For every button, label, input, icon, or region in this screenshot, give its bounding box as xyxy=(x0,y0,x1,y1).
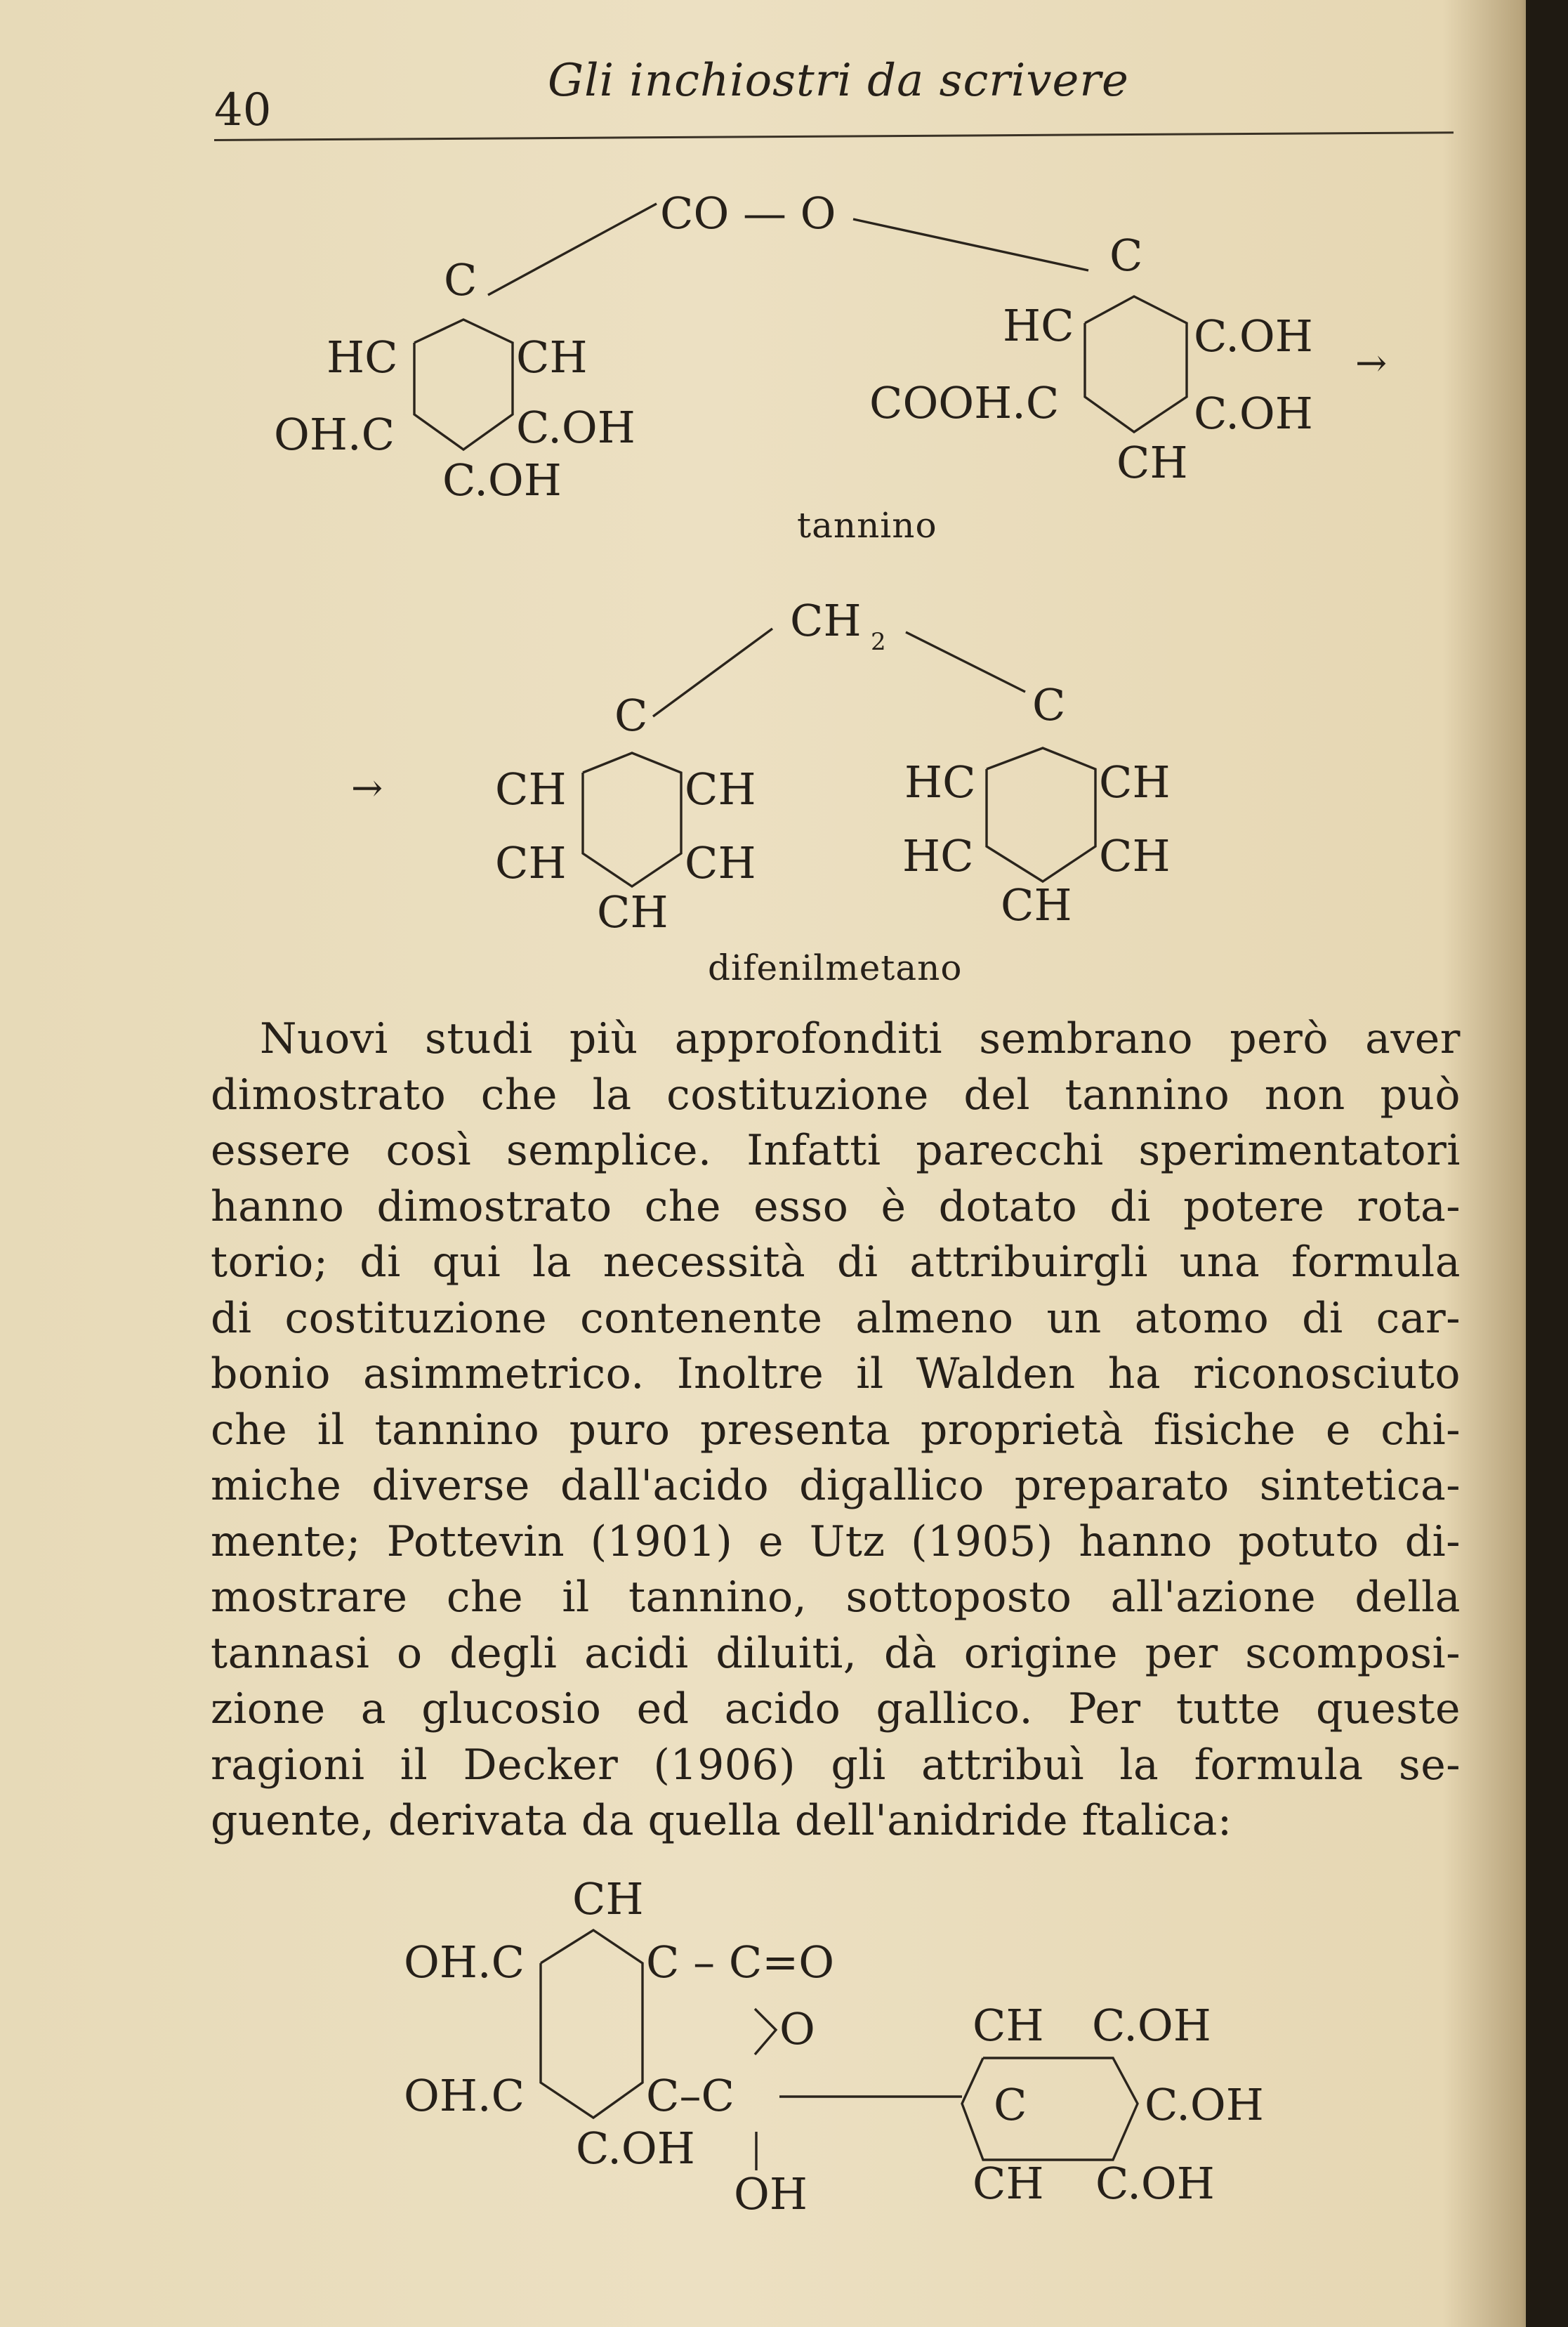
ring-atom: HC xyxy=(902,830,974,881)
ring-atom: CH xyxy=(495,763,567,815)
page-edge-shadow xyxy=(1526,0,1568,2327)
ring-atom: CH xyxy=(1099,756,1171,808)
bridge-label: CH xyxy=(790,595,862,646)
text-line: zione a glucosio ed acido gallico. Per tutte queste xyxy=(211,1684,1461,1733)
ring-atom: C xyxy=(1109,230,1143,281)
text-line: mente; Pottevin (1901) e Utz (1905) hanno potuto di- xyxy=(211,1516,1461,1566)
ring-atom: HC xyxy=(904,756,976,808)
ring-atom: C.OH xyxy=(1194,310,1313,362)
ring-atom: C xyxy=(994,2079,1027,2130)
ring-atom: C.OH xyxy=(442,454,562,506)
text-line: che il tannino puro presenta proprietà fisiche e chi- xyxy=(211,1405,1461,1455)
text-line: di costituzione contenente almeno un atomo di car- xyxy=(211,1293,1461,1343)
text-line: torio; di qui la necessità di attribuirgli una formula xyxy=(211,1238,1461,1287)
running-title: Gli inchiostri da scrivere xyxy=(548,55,1129,107)
text-line: Nuovi studi più approfonditi sembrano però aver xyxy=(260,1014,1461,1063)
ring-atom: CH xyxy=(516,332,588,383)
lactone-bond xyxy=(755,2009,776,2054)
benzene-ring xyxy=(962,2058,1138,2160)
ring-atom: HC xyxy=(1003,300,1074,351)
ring-atom: C xyxy=(614,690,648,741)
ring-atom: CH xyxy=(973,2158,1044,2209)
ring-atom: CH xyxy=(1001,879,1072,931)
ring-atom: OH xyxy=(734,2168,808,2220)
reaction-arrow: → xyxy=(1355,341,1388,385)
ring-atom: C.OH xyxy=(1145,2079,1264,2130)
ring-atom: CH xyxy=(685,763,756,815)
ring-atom: C – C=O xyxy=(646,1936,835,1988)
ring-atom: C.OH xyxy=(576,2123,695,2174)
caption-difenilmetano: difenilmetano xyxy=(708,948,963,988)
benzene-ring xyxy=(541,1930,643,2118)
reaction-arrow: → xyxy=(351,766,383,810)
ring-atom: OH.C xyxy=(404,2070,525,2121)
text-line: guente, derivata da quella dell'anidride ftalica: xyxy=(211,1796,1232,1845)
ring-atom: OH.C xyxy=(404,1936,525,1988)
ring-atom: C xyxy=(1032,679,1066,730)
text-line: miche diverse dall'acido digallico preparato sintetica- xyxy=(211,1461,1461,1510)
text-line: tannasi o degli acidi diluiti, dà origine per scomposi- xyxy=(211,1628,1461,1678)
text-line: essere così semplice. Infatti parecchi sperimentatori xyxy=(211,1126,1461,1175)
ring-atom: CH xyxy=(572,1873,644,1925)
text-line: mostrare che il tannino, sottoposto all'azione della xyxy=(211,1573,1461,1622)
ring-atom: C.OH xyxy=(1095,2158,1215,2209)
bridge-label: CO — O xyxy=(660,188,836,239)
ring-atom: CH xyxy=(1099,830,1171,881)
ring-atom: HC xyxy=(327,332,398,383)
page-number: 40 xyxy=(214,84,272,136)
text-line: bonio asimmetrico. Inoltre il Walden ha riconosciuto xyxy=(211,1349,1461,1398)
ring-atom: C–C xyxy=(646,2070,734,2121)
ring-atom: O xyxy=(779,2003,815,2054)
ring-atom: C.OH xyxy=(1092,2000,1211,2051)
ring-atom: OH.C xyxy=(274,409,395,460)
caption-tannino: tannino xyxy=(797,505,937,546)
ring-atom: C xyxy=(444,254,477,306)
text-line: dimostrato che la costituzione del tannino non può xyxy=(211,1070,1461,1120)
text-line: ragioni il Decker (1906) gli attribuì la formula se- xyxy=(211,1740,1461,1790)
ring-atom: CH xyxy=(685,837,756,889)
ring-atom: C.OH xyxy=(516,402,635,453)
ring-atom: CH xyxy=(1116,437,1188,488)
ring-atom: CH xyxy=(597,886,668,938)
ring-atom: CH xyxy=(495,837,567,889)
bridge-subscript: 2 xyxy=(871,628,886,656)
ring-atom: CH xyxy=(973,2000,1044,2051)
ring-atom: COOH.C xyxy=(869,377,1060,428)
ring-atom: C.OH xyxy=(1194,388,1313,439)
text-line: hanno dimostrato che esso è dotato di potere rota- xyxy=(211,1181,1461,1231)
